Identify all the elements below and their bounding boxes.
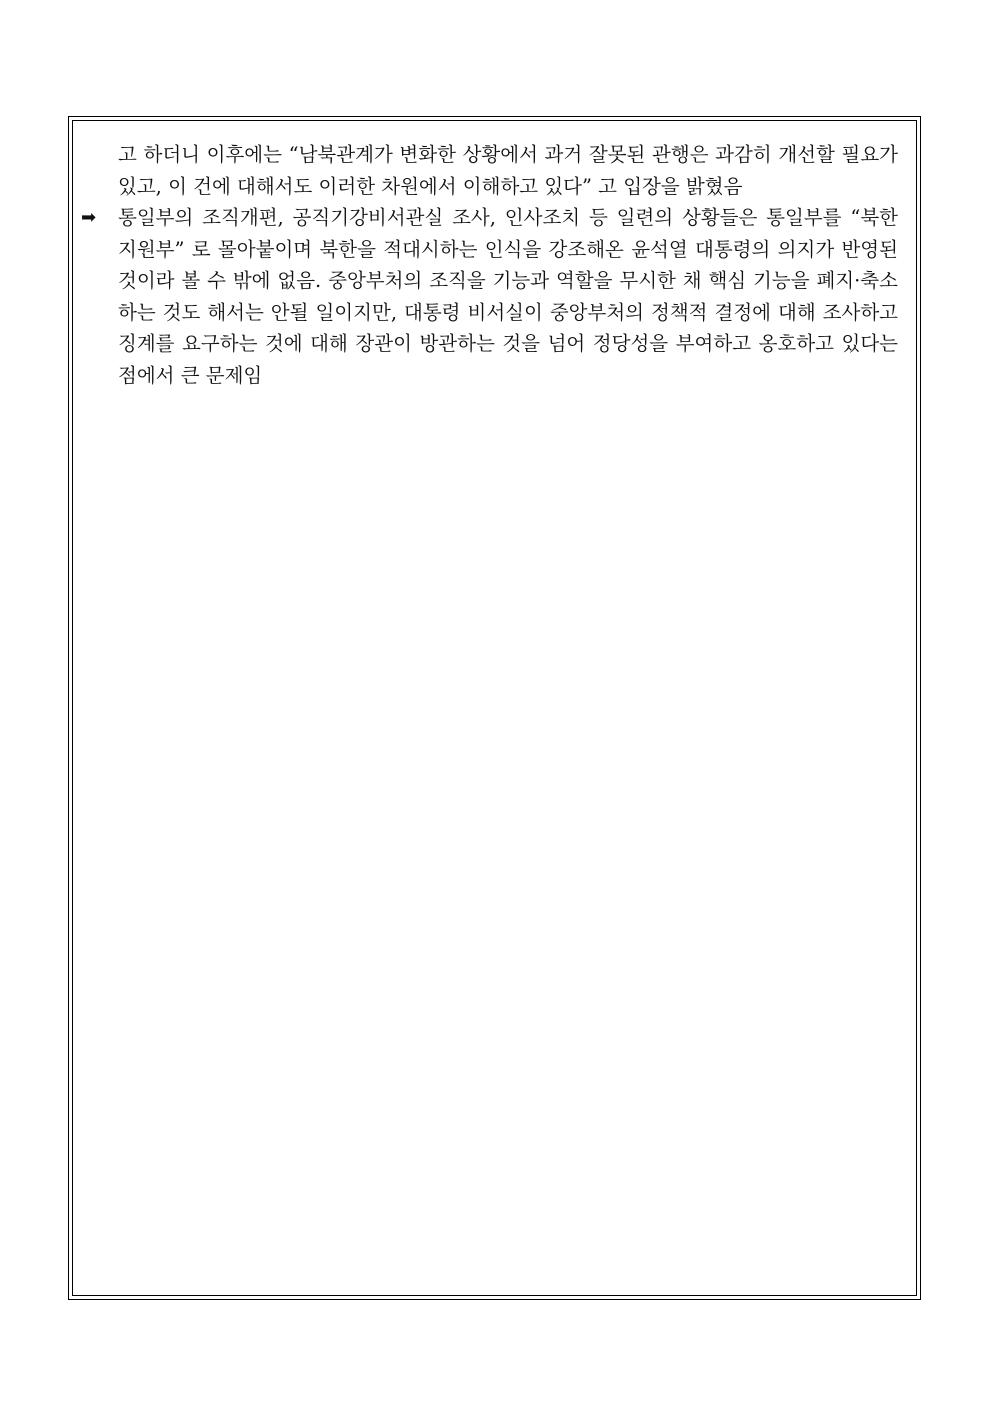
document-body (81, 139, 898, 391)
bullet-item-conclusion (81, 202, 898, 391)
arrow-bullet-icon: ➡ (81, 207, 97, 228)
paragraph-conclusion: 통일부의 조직개편, 공직기강비서관실 조사, 인사조치 등 일련의 상황들은 통일부를 “북한 지원부” 로 몰아붙이며 북한을 적대시하는 인식을 강조해온 윤석열 대통령의 의지가 반영된 것이라 볼 수 밖에 없음. 중앙부처의 조직을 기능과 역할을 무시한 채 핵심 기능을 폐지·축소하는 것도 해서는 안될 일이지만, 대통령 비서실이 중앙부처의 정책적 결정에 대해 조사하고 징계를 요구하는 것에 대해 장관이 방관하는 것을 넘어 정당성을 부여하고 옹호하고 있다는 점에서 큰 문제임 (118, 206, 898, 387)
page-border (68, 116, 921, 1300)
paragraph-continuation: 고 하더니 이후에는 “남북관계가 변화한 상황에서 과거 잘못된 관행은 과감히 개선할 필요가 있고, 이 건에 대해서도 이러한 차원에서 이해하고 있다” 고 입장을 밝혔음 (118, 143, 898, 198)
